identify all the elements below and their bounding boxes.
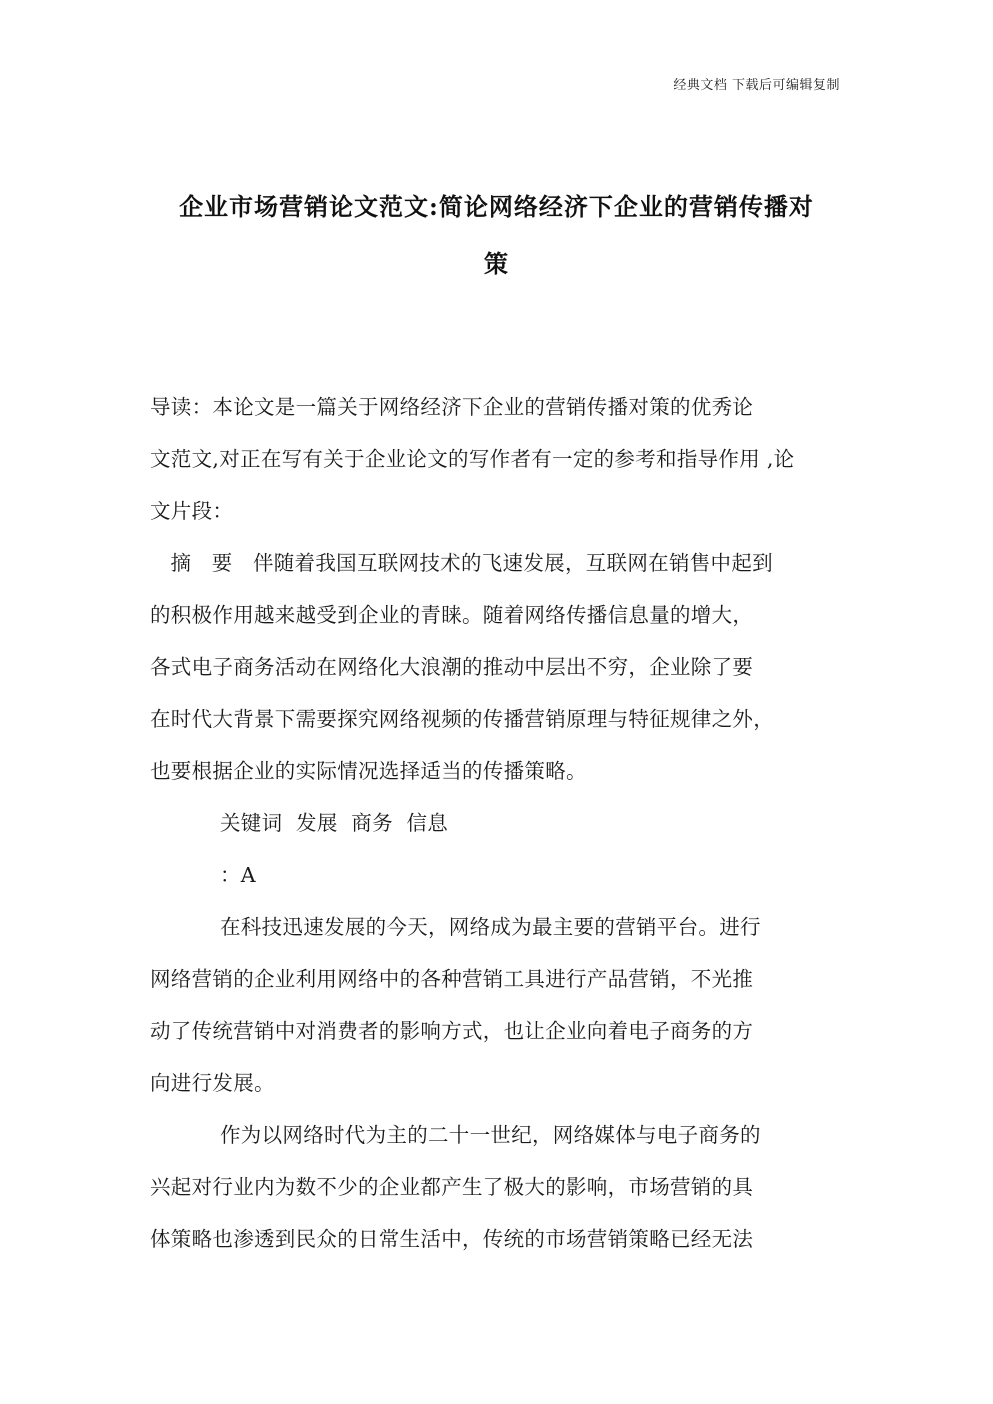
intro-line-3: 文片段： [150, 499, 234, 523]
abstract-line-1: 摘 要 伴随着我国互联网技术的飞速发展，互联网在销售中起到 [150, 551, 773, 575]
classification-line: ：A [220, 863, 256, 887]
paragraph-1-line-1: 在科技迅速发展的今天，网络成为最主要的营销平台。进行 [220, 915, 761, 939]
title-line-2: 策 [484, 249, 509, 278]
intro-line-2: 文范文,对正在写有关于企业论文的写作者有一定的参考和指导作用 ,论 [150, 447, 795, 471]
paragraph-1-line-3: 动了传统营销中对消费者的影响方式，也让企业向着电子商务的方 [150, 1019, 754, 1043]
abstract-line-2: 的积极作用越来越受到企业的青睐。随着网络传播信息量的增大， [150, 603, 754, 627]
abstract-line-4: 在时代大背景下需要探究网络视频的传播营销原理与特征规律之外， [150, 707, 774, 731]
paragraph-2-line-3: 体策略也渗透到民众的日常生活中，传统的市场营销策略已经无法 [150, 1227, 754, 1251]
paragraph-2-line-2: 兴起对行业内为数不少的企业都产生了极大的影响，市场营销的具 [150, 1175, 754, 1199]
paragraph-1-line-4: 向进行发展。 [150, 1071, 275, 1095]
paragraph-1-line-2: 网络营销的企业利用网络中的各种营销工具进行产品营销，不光推 [150, 967, 754, 991]
keywords-line: 关键词 发展 商务 信息 [220, 811, 449, 835]
intro-line-1: 导读：本论文是一篇关于网络经济下企业的营销传播对策的优秀论 [150, 395, 754, 419]
header-note: 经典文档 下载后可编辑复制 [673, 78, 840, 93]
title-line-1: 企业市场营销论文范文:简论网络经济下企业的营销传播对 [179, 192, 814, 221]
abstract-line-3: 各式电子商务活动在网络化大浪潮的推动中层出不穷，企业除了要 [150, 655, 754, 679]
paragraph-2-line-1: 作为以网络时代为主的二十一世纪，网络媒体与电子商务的 [220, 1123, 761, 1147]
abstract-line-5: 也要根据企业的实际情况选择适当的传播策略。 [150, 759, 587, 783]
document-title [155, 178, 838, 292]
